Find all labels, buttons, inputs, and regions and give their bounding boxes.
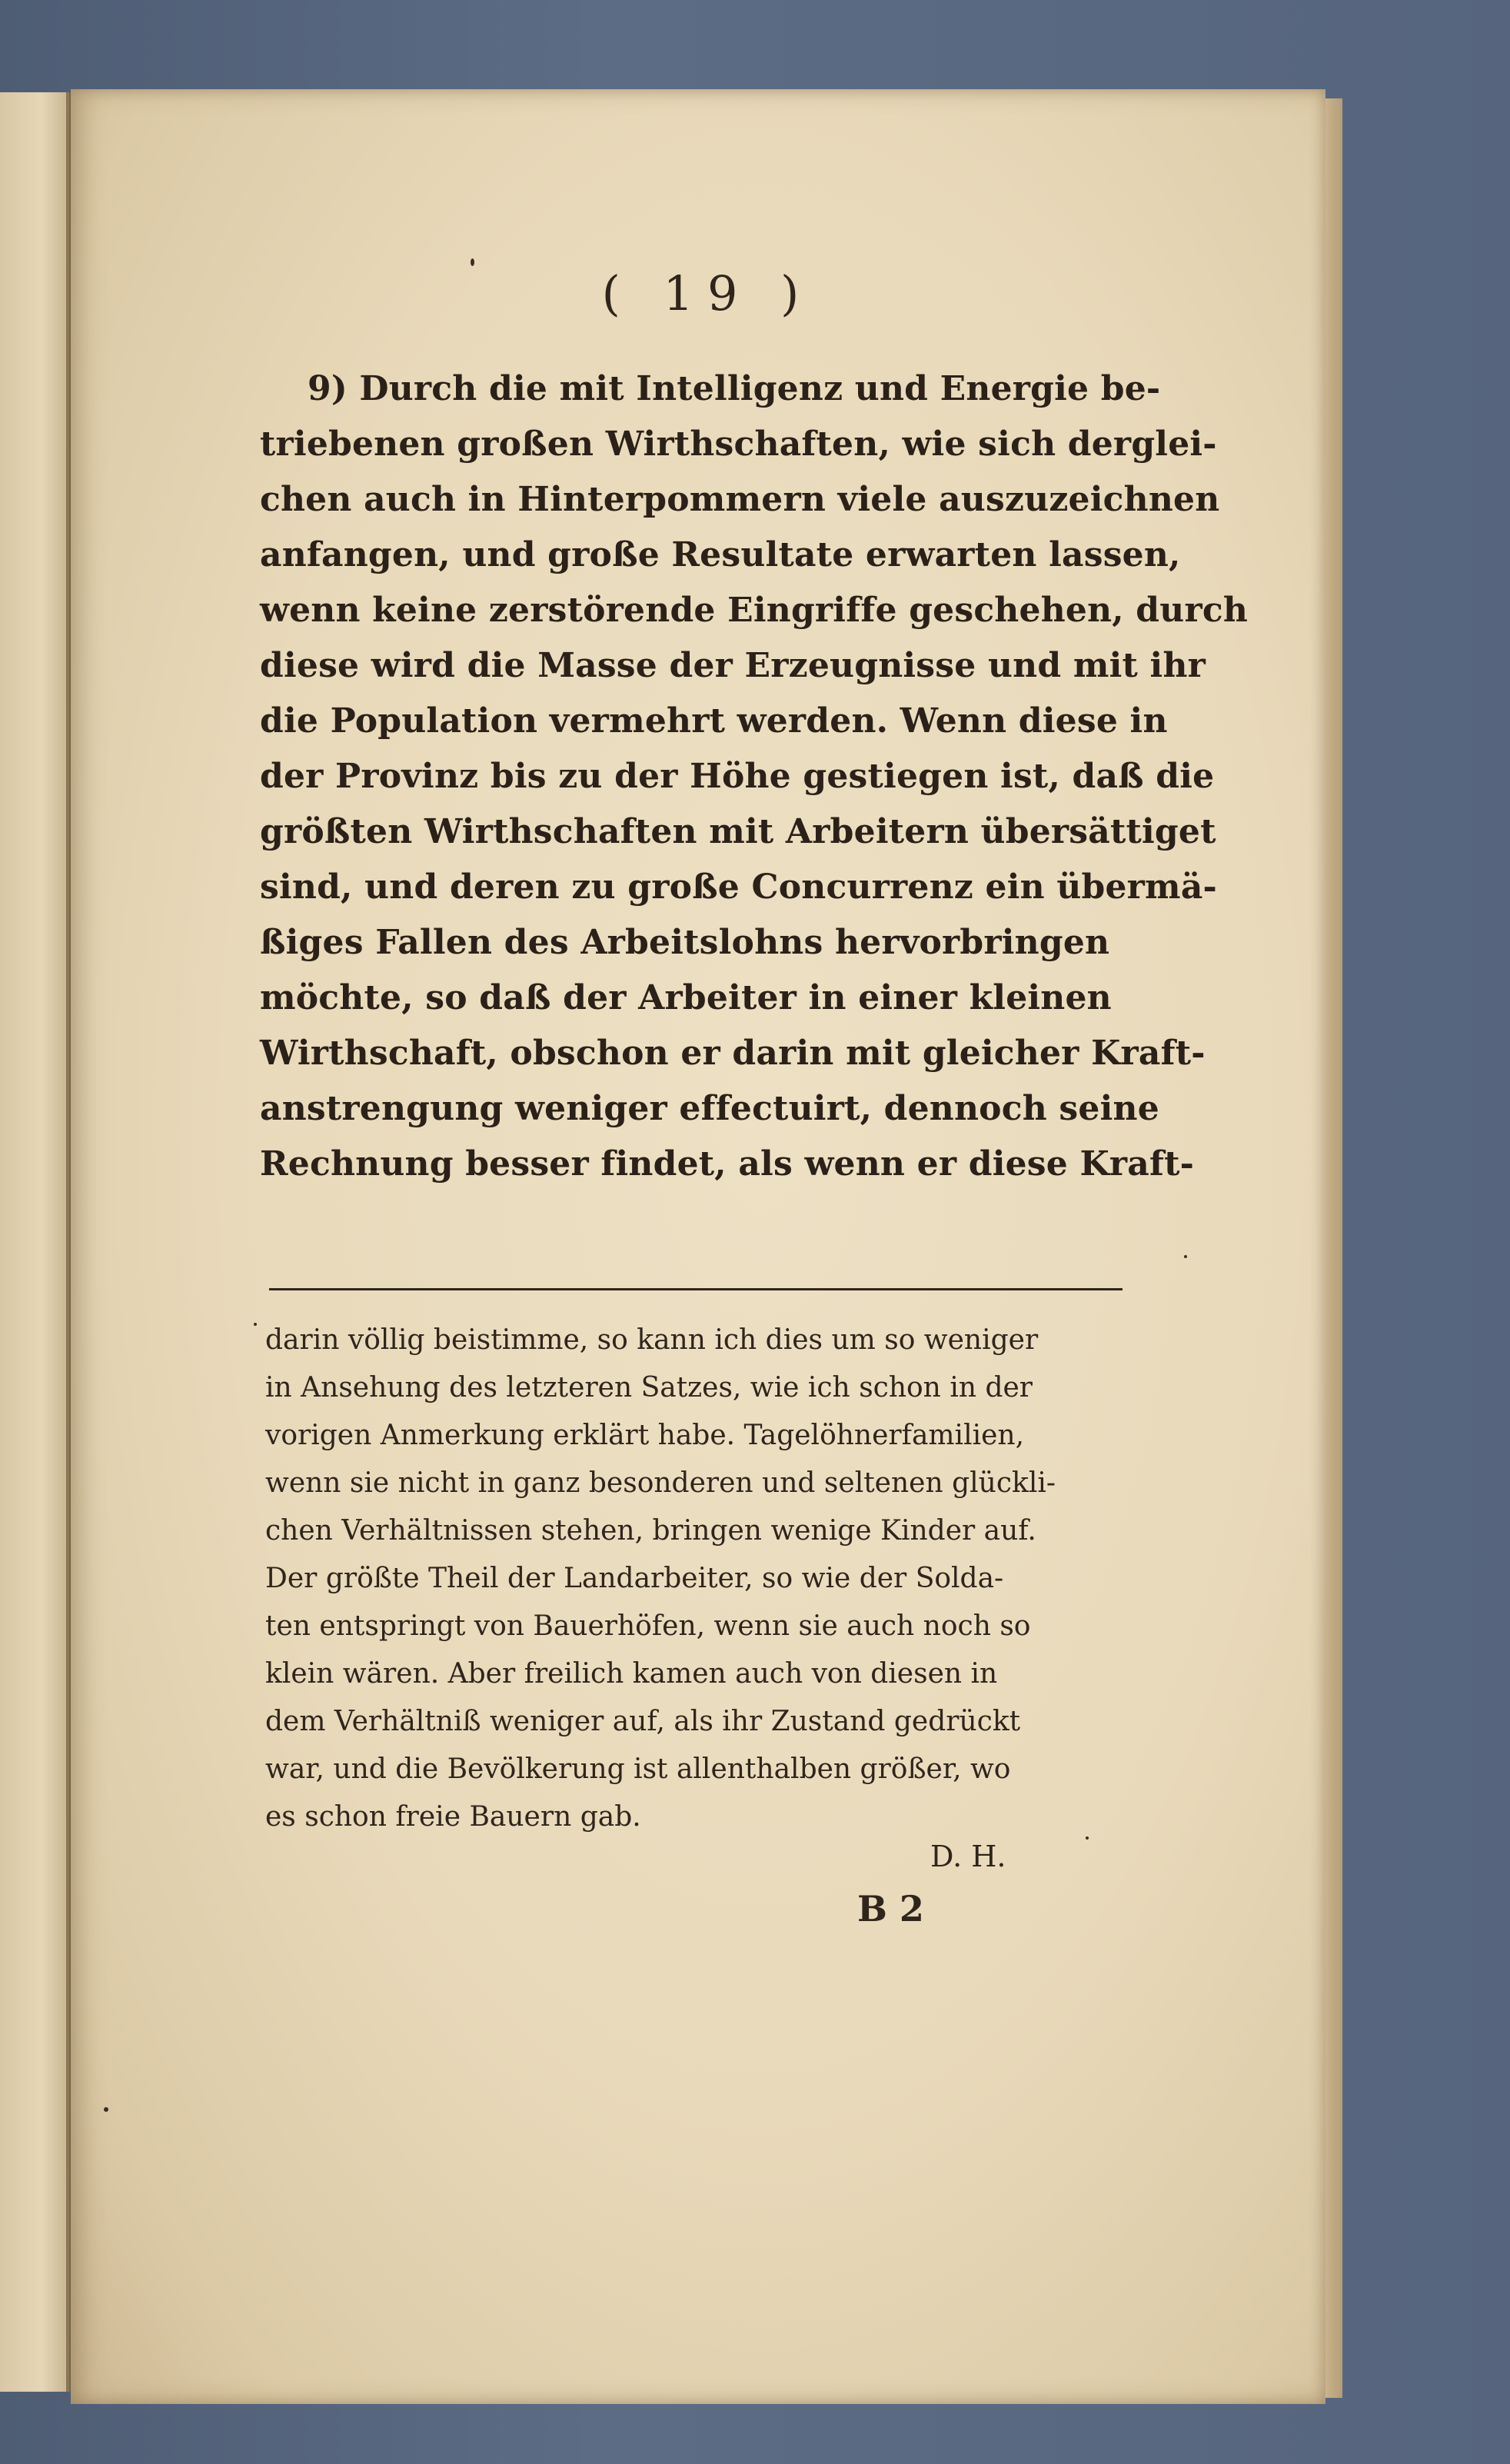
page-stack-edge xyxy=(1325,98,1342,2398)
body-line: Rechnung besser findet, als wenn er diese Kraft- xyxy=(260,1144,1195,1184)
body-line: Wirthschaft, obschon er darin mit gleicher Kraft- xyxy=(260,1034,1206,1073)
footnote-line: es schon freie Bauern gab. xyxy=(265,1801,641,1833)
body-line: größten Wirthschaften mit Arbeitern übersättiget xyxy=(260,812,1216,851)
ink-speck xyxy=(254,1323,257,1326)
footnote-signature: D. H. xyxy=(930,1840,1006,1873)
body-line: wenn keine zerstörende Eingriffe geschehen, durch xyxy=(260,591,1249,630)
page-number: ( 19 ) xyxy=(601,265,813,321)
footnote-line: klein wären. Aber freilich kamen auch von diesen in xyxy=(265,1658,998,1690)
footnote-line: wenn sie nicht in ganz besonderen und seltenen glückli- xyxy=(265,1467,1056,1499)
body-line: chen auch in Hinterpommern viele auszuzeichnen xyxy=(260,480,1220,519)
footnote-line: Der größte Theil der Landarbeiter, so wie der Solda- xyxy=(265,1563,1004,1594)
footnote-line: chen Verhältnissen stehen, bringen wenige Kinder auf. xyxy=(265,1515,1036,1547)
ink-speck xyxy=(104,2107,108,2112)
body-line: der Provinz bis zu der Höhe gestiegen ist, daß die xyxy=(260,757,1215,796)
signature-mark: B 2 xyxy=(857,1888,924,1930)
footnote-divider xyxy=(269,1288,1123,1290)
body-line: 9) Durch die mit Intelligenz und Energie be- xyxy=(308,369,1161,408)
footnote-line: darin völlig beistimme, so kann ich dies um so weniger xyxy=(265,1324,1039,1356)
body-line: anstrengung weniger effectuirt, dennoch seine xyxy=(260,1089,1159,1128)
body-line: triebenen großen Wirthschaften, wie sich derglei- xyxy=(260,425,1217,464)
body-line: möchte, so daß der Arbeiter in einer kleinen xyxy=(260,978,1112,1017)
adjacent-page-edge xyxy=(0,92,71,2392)
body-line: die Population vermehrt werden. Wenn diese in xyxy=(260,701,1168,741)
body-line: sind, und deren zu große Concurrenz ein übermä- xyxy=(260,867,1217,907)
body-line: diese wird die Masse der Erzeugnisse und mit ihr xyxy=(260,646,1206,685)
footnote-line: vorigen Anmerkung erklärt habe. Tagelöhnerfamilien, xyxy=(265,1420,1025,1451)
ink-speck xyxy=(471,258,474,266)
footnote-line: ten entspringt von Bauerhöfen, wenn sie auch noch so xyxy=(265,1610,1031,1642)
body-line: ßiges Fallen des Arbeitslohns hervorbringen xyxy=(260,923,1110,962)
ink-speck xyxy=(1184,1255,1187,1258)
footnote-line: war, und die Bevölkerung ist allenthalben größer, wo xyxy=(265,1753,1011,1785)
ink-speck xyxy=(1086,1836,1089,1840)
footnote-line: dem Verhältniß weniger auf, als ihr Zustand gedrückt xyxy=(265,1706,1021,1737)
footnote-line: in Ansehung des letzteren Satzes, wie ich schon in der xyxy=(265,1372,1033,1403)
body-line: anfangen, und große Resultate erwarten lassen, xyxy=(260,535,1181,574)
